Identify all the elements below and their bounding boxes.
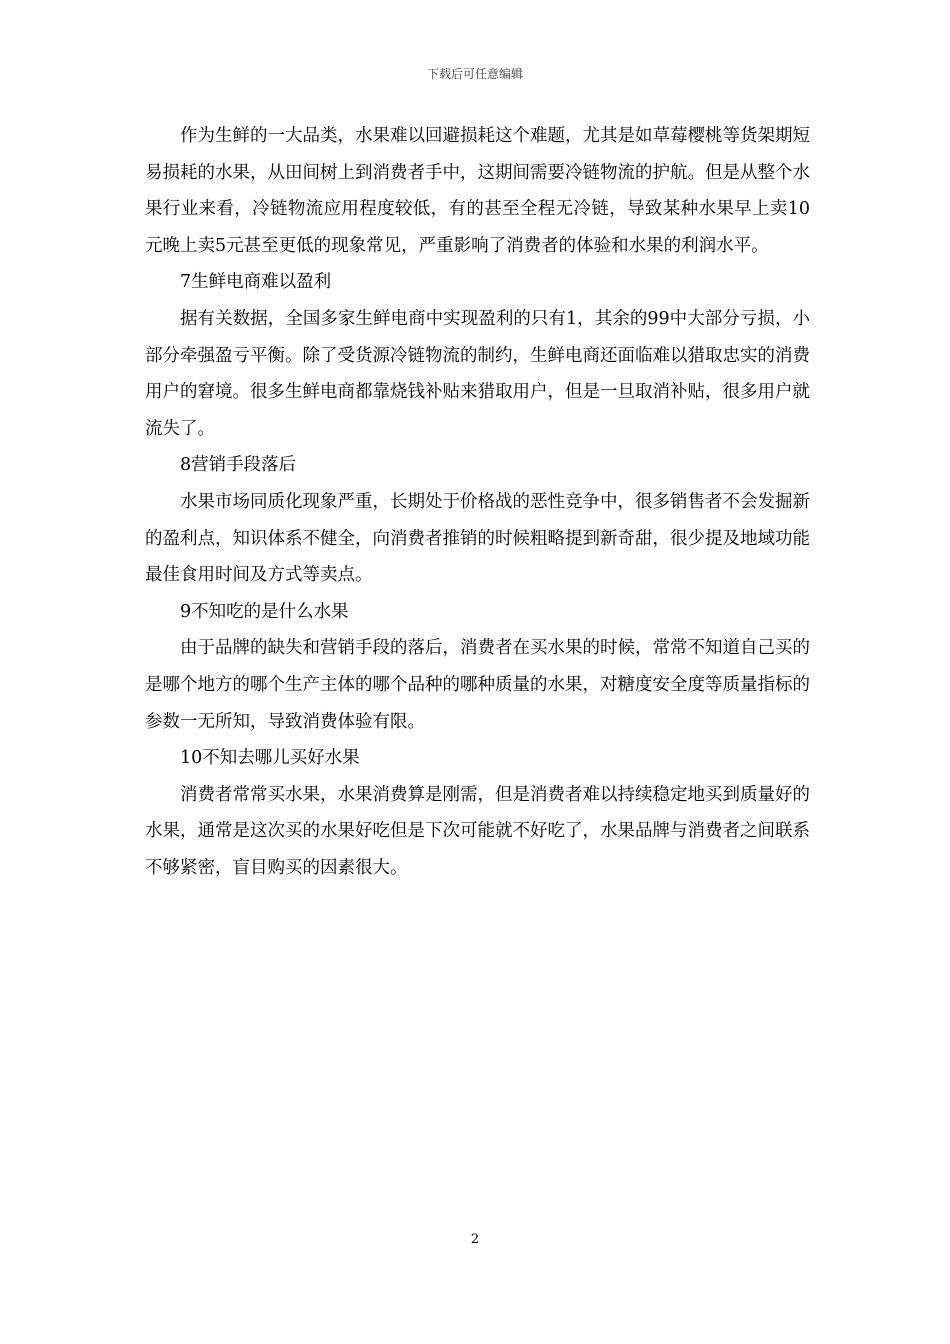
section-heading-10: 10不知去哪儿买好水果 xyxy=(180,748,360,769)
paragraph-where-to-buy: 消费者常常买水果，水果消费算是刚需，但是消费者难以持续稳定地买到质量好的水果，通常是这次买的水果好吃但是下次可能就不好吃了，水果品牌与消费者之间联系不够紧密，盲目购买的因素很大。 xyxy=(145,784,810,878)
section-heading-8: 8营销手段落后 xyxy=(180,455,297,476)
page-number: 2 xyxy=(470,1232,480,1247)
paragraph-unknown-fruit: 由于品牌的缺失和营销手段的落后，消费者在买水果的时候，常常不知道自己买的是哪个地方的哪个生产主体的哪个品种的哪种质量的水果，对糖度安全度等质量指标的参数一无所知，导致消费体验有限。 xyxy=(145,638,810,732)
page-header: 下载后可任意编辑 xyxy=(426,67,523,81)
document-body xyxy=(145,118,810,886)
paragraph-ecommerce-profit: 据有关数据，全国多家生鲜电商中实现盈利的只有1，其余的99中大部分亏损，小部分牵强盈亏平衡。除了受货源冷链物流的制约，生鲜电商还面临难以猎取忠实的消费用户的窘境。很多生鲜电商都靠烧钱补贴来猎取用户，但是一旦取消补贴，很多用户就流失了。 xyxy=(145,308,810,439)
section-heading-7: 7生鲜电商难以盈利 xyxy=(180,272,332,293)
paragraph-marketing: 水果市场同质化现象严重，长期处于价格战的恶性竞争中，很多销售者不会发掘新的盈利点，知识体系不健全，向消费者推销的时候粗略提到新奇甜，很少提及地域功能最佳食用时间及方式等卖点。 xyxy=(145,491,810,586)
paragraph-cold-chain: 作为生鲜的一大品类，水果难以回避损耗这个难题，尤其是如草莓樱桃等货架期短易损耗的水果，从田间树上到消费者手中，这期间需要冷链物流的护航。但是从整个水果行业来看，冷链物流应用程度较低，有的甚至全程无冷链，导致某种水果早上卖10元晚上卖5元甚至更低的现象常见，严重影响了消费者的体验和水果的利润水平。 xyxy=(145,126,810,256)
section-heading-9: 9不知吃的是什么水果 xyxy=(180,601,349,622)
